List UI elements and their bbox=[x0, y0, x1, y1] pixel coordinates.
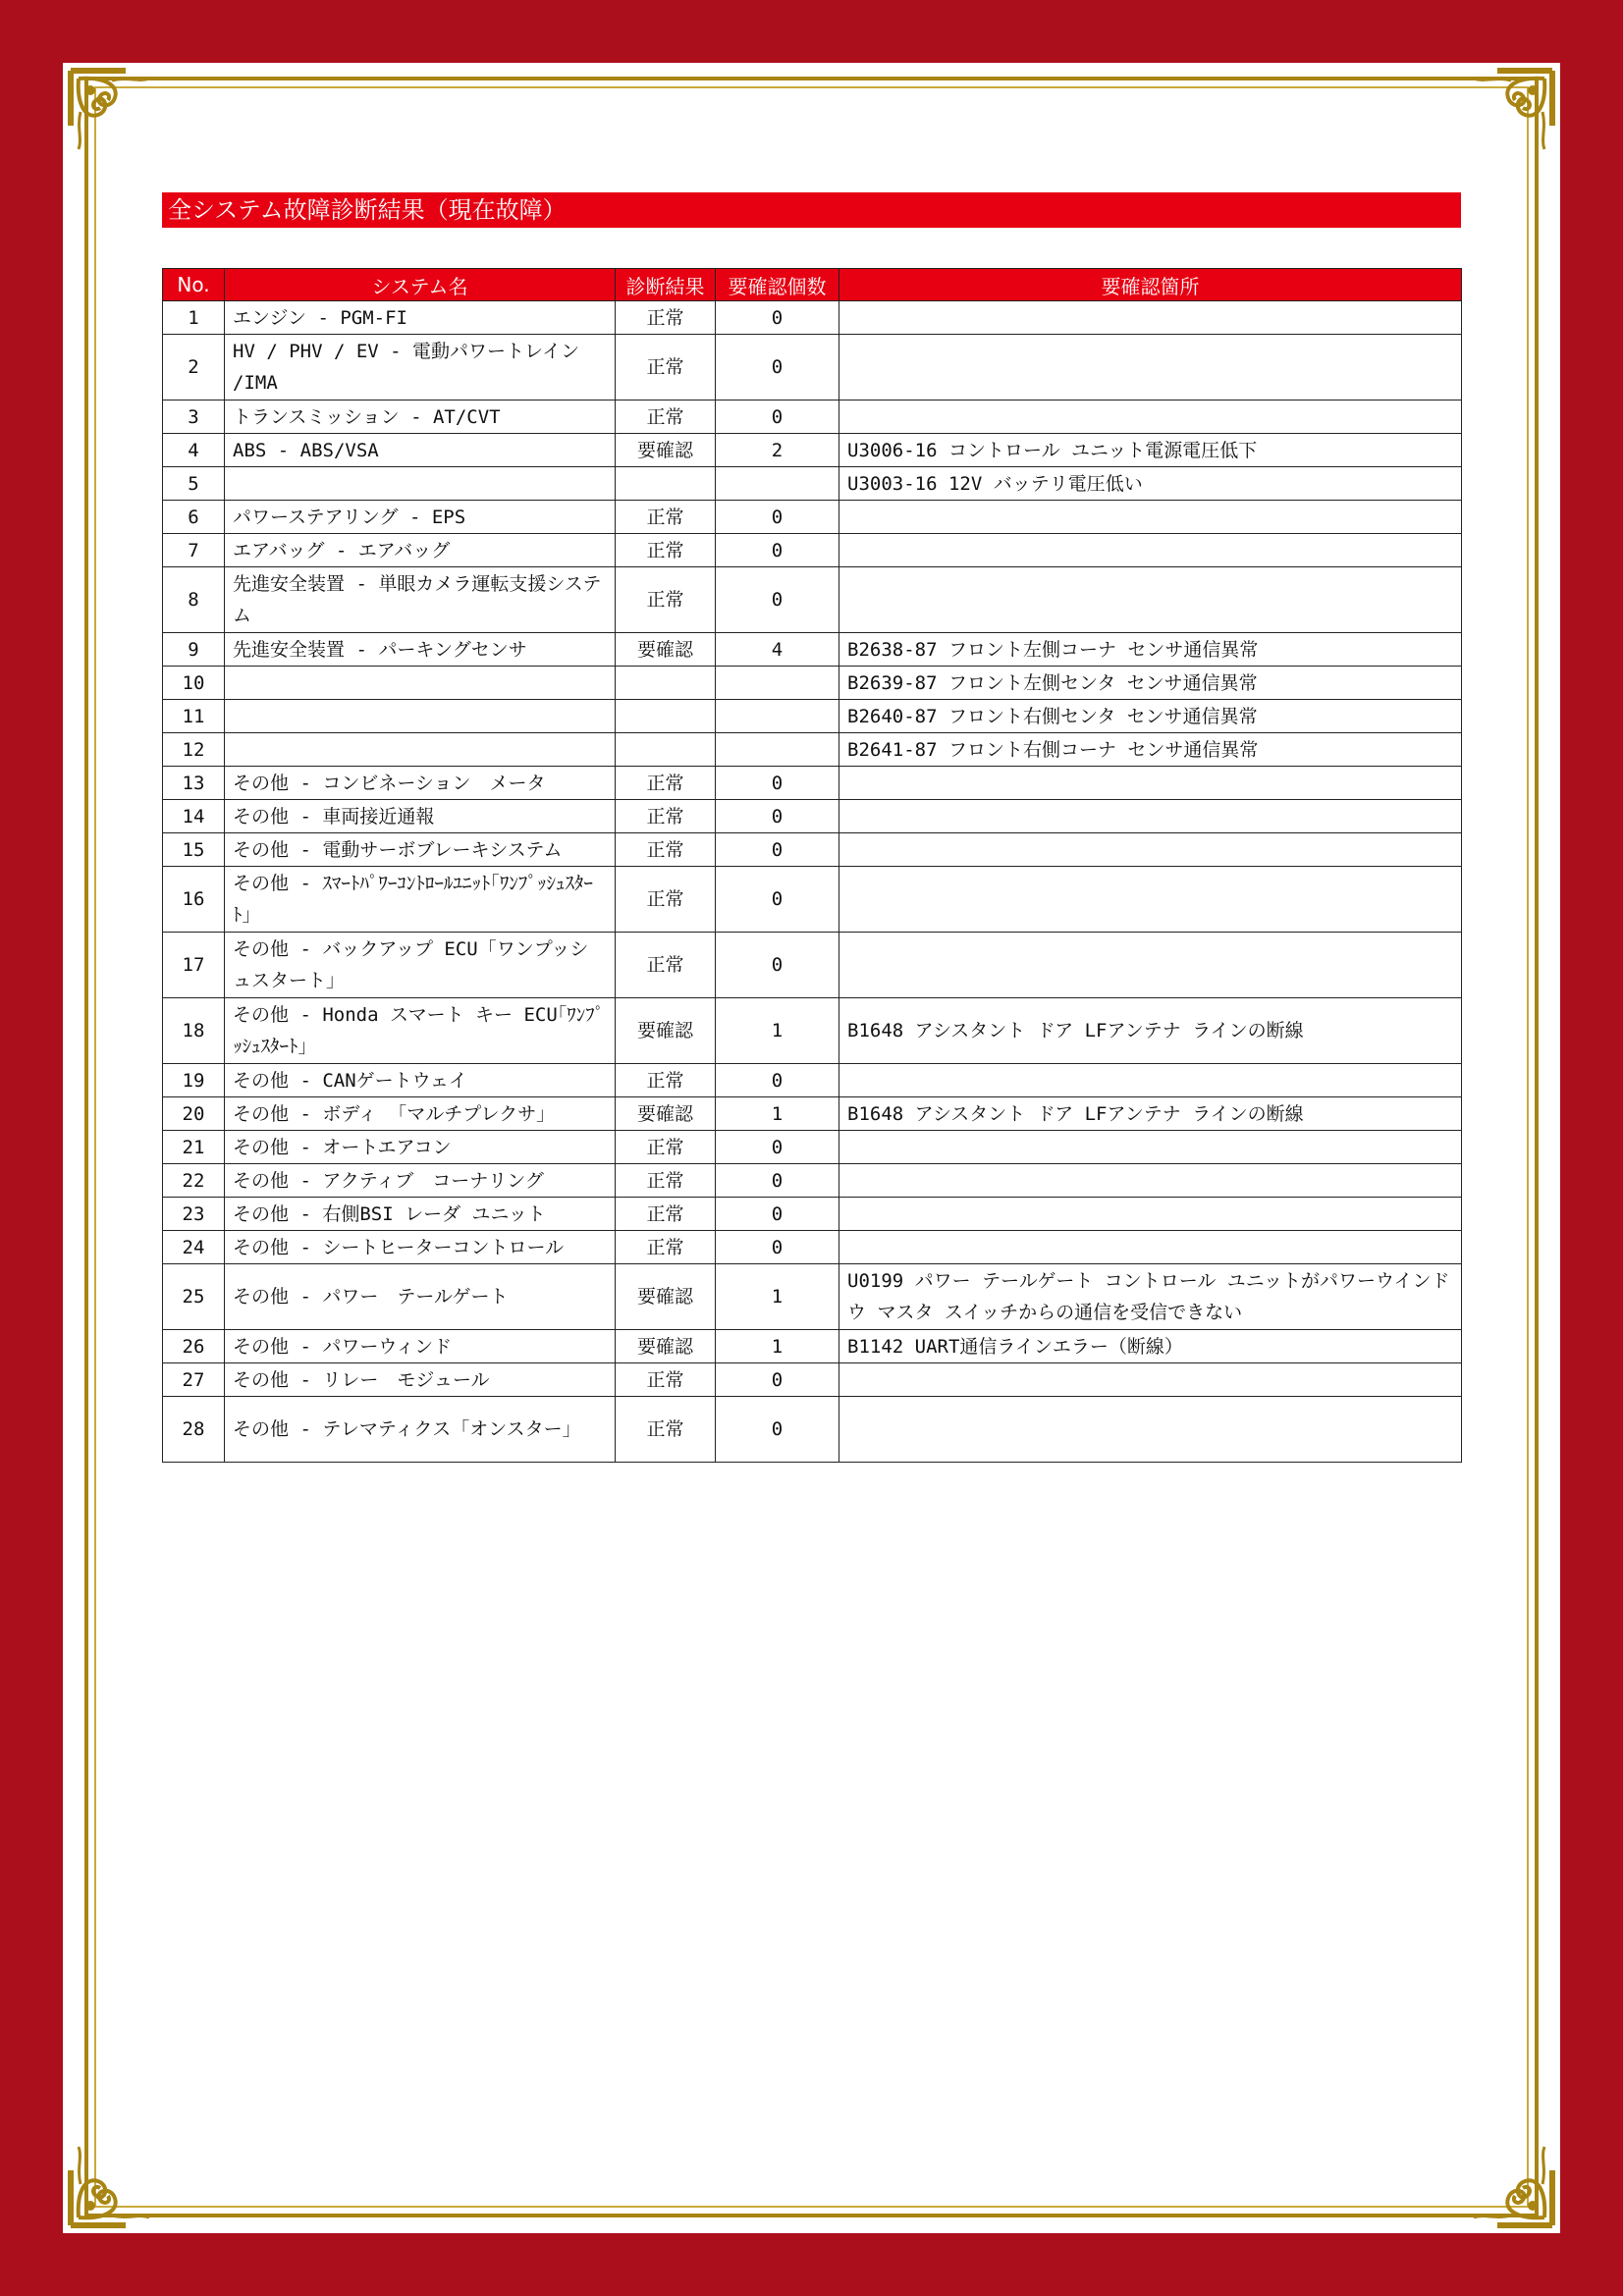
table-row bbox=[163, 534, 1462, 567]
table-row bbox=[163, 335, 1462, 400]
check-location-cell: B1648 アシスタント ドア LFアンテナ ラインの断線 bbox=[839, 998, 1462, 1064]
row-number-cell: 9 bbox=[163, 633, 225, 667]
system-name-cell: その他 - パワー テールゲート bbox=[225, 1264, 616, 1330]
check-count-cell: 1 bbox=[716, 998, 839, 1064]
diagnosis-result-cell bbox=[616, 733, 716, 767]
check-count-cell: 1 bbox=[716, 1264, 839, 1330]
system-name-cell: その他 - リレー モジュール bbox=[225, 1363, 616, 1397]
check-count-cell: 2 bbox=[716, 434, 839, 467]
check-location-cell: B2641-87 フロント右側コーナ センサ通信異常 bbox=[839, 733, 1462, 767]
check-count-cell: 0 bbox=[716, 833, 839, 867]
system-name-cell: その他 - ボディ 「マルチプレクサ」 bbox=[225, 1097, 616, 1131]
check-location-cell bbox=[839, 1131, 1462, 1164]
check-location-cell bbox=[839, 1164, 1462, 1198]
check-location-cell bbox=[839, 1198, 1462, 1231]
row-number-cell: 14 bbox=[163, 800, 225, 833]
check-location-cell bbox=[839, 301, 1462, 335]
table-row bbox=[163, 998, 1462, 1064]
system-name-cell: トランスミッション - AT/CVT bbox=[225, 400, 616, 434]
check-count-cell bbox=[716, 733, 839, 767]
column-header-count: 要確認個数 bbox=[716, 269, 839, 301]
diagnosis-result-cell: 正常 bbox=[616, 1198, 716, 1231]
system-name-cell bbox=[225, 667, 616, 700]
table-row bbox=[163, 567, 1462, 633]
check-location-cell bbox=[839, 800, 1462, 833]
check-count-cell: 0 bbox=[716, 1131, 839, 1164]
check-location-cell bbox=[839, 534, 1462, 567]
system-name-cell: その他 - オートエアコン bbox=[225, 1131, 616, 1164]
system-name-cell: その他 - シートヒーターコントロール bbox=[225, 1231, 616, 1264]
check-count-cell: 0 bbox=[716, 567, 839, 633]
row-number-cell: 10 bbox=[163, 667, 225, 700]
system-name-cell: その他 - コンビネーション メータ bbox=[225, 767, 616, 800]
system-name-cell: エンジン - PGM-FI bbox=[225, 301, 616, 335]
table-row bbox=[163, 301, 1462, 335]
diagnosis-result-cell: 正常 bbox=[616, 767, 716, 800]
diagnosis-result-cell: 正常 bbox=[616, 534, 716, 567]
row-number-cell: 4 bbox=[163, 434, 225, 467]
row-number-cell: 8 bbox=[163, 567, 225, 633]
row-number-cell: 27 bbox=[163, 1363, 225, 1397]
check-count-cell: 0 bbox=[716, 1064, 839, 1097]
system-name-cell: その他 - バックアップ ECU「ワンプッシュスタート」 bbox=[225, 933, 616, 998]
diagnosis-result-cell: 正常 bbox=[616, 1164, 716, 1198]
check-count-cell bbox=[716, 700, 839, 733]
table-row bbox=[163, 1397, 1462, 1463]
check-location-cell bbox=[839, 867, 1462, 933]
column-header-location: 要確認箇所 bbox=[839, 269, 1462, 301]
check-location-cell bbox=[839, 1363, 1462, 1397]
row-number-cell: 28 bbox=[163, 1397, 225, 1463]
row-number-cell: 12 bbox=[163, 733, 225, 767]
diagnosis-result-cell: 正常 bbox=[616, 301, 716, 335]
diagnosis-result-cell: 正常 bbox=[616, 1131, 716, 1164]
check-count-cell bbox=[716, 467, 839, 501]
table-row bbox=[163, 1231, 1462, 1264]
row-number-cell: 25 bbox=[163, 1264, 225, 1330]
diagnosis-result-cell: 正常 bbox=[616, 1231, 716, 1264]
table-row bbox=[163, 733, 1462, 767]
row-number-cell: 26 bbox=[163, 1330, 225, 1363]
row-number-cell: 15 bbox=[163, 833, 225, 867]
check-location-cell bbox=[839, 833, 1462, 867]
system-name-cell: その他 - テレマティクス「オンスター」 bbox=[225, 1397, 616, 1463]
row-number-cell: 5 bbox=[163, 467, 225, 501]
table-row bbox=[163, 1198, 1462, 1231]
check-location-cell bbox=[839, 567, 1462, 633]
diagnosis-result-cell: 正常 bbox=[616, 400, 716, 434]
diagnosis-result-cell: 正常 bbox=[616, 567, 716, 633]
diagnosis-result-cell bbox=[616, 700, 716, 733]
check-count-cell: 0 bbox=[716, 1164, 839, 1198]
system-name-cell: その他 - 電動サーボブレーキシステム bbox=[225, 833, 616, 867]
system-name-cell: ABS - ABS/VSA bbox=[225, 434, 616, 467]
system-name-cell bbox=[225, 467, 616, 501]
check-location-cell bbox=[839, 1397, 1462, 1463]
check-count-cell bbox=[716, 667, 839, 700]
table-row bbox=[163, 800, 1462, 833]
check-count-cell: 0 bbox=[716, 501, 839, 534]
diagnosis-result-cell: 正常 bbox=[616, 1064, 716, 1097]
table-row bbox=[163, 767, 1462, 800]
check-count-cell: 0 bbox=[716, 301, 839, 335]
system-name-cell: HV / PHV / EV - 電動パワートレイン /IMA bbox=[225, 335, 616, 400]
check-count-cell: 0 bbox=[716, 800, 839, 833]
row-number-cell: 18 bbox=[163, 998, 225, 1064]
table-row bbox=[163, 633, 1462, 667]
check-location-cell: B2640-87 フロント右側センタ センサ通信異常 bbox=[839, 700, 1462, 733]
table-row bbox=[163, 1097, 1462, 1131]
row-number-cell: 11 bbox=[163, 700, 225, 733]
ornament-corner-icon bbox=[67, 2139, 157, 2229]
diagnosis-result-cell bbox=[616, 667, 716, 700]
diagnosis-result-cell: 要確認 bbox=[616, 434, 716, 467]
check-count-cell: 0 bbox=[716, 1198, 839, 1231]
check-location-cell bbox=[839, 501, 1462, 534]
check-location-cell: U0199 パワー テールゲート コントロール ユニットがパワーウインドウ マスタ スイッチからの通信を受信できない bbox=[839, 1264, 1462, 1330]
row-number-cell: 23 bbox=[163, 1198, 225, 1231]
diagnosis-result-cell: 正常 bbox=[616, 1363, 716, 1397]
diagnosis-result-cell: 要確認 bbox=[616, 1097, 716, 1131]
table-row bbox=[163, 1264, 1462, 1330]
diagnosis-result-cell: 要確認 bbox=[616, 1330, 716, 1363]
row-number-cell: 24 bbox=[163, 1231, 225, 1264]
diagnosis-result-cell: 要確認 bbox=[616, 633, 716, 667]
system-name-cell: その他 - ｽﾏｰﾄﾊﾟﾜｰｺﾝﾄﾛｰﾙﾕﾆｯﾄ｢ﾜﾝﾌﾟｯｼｭｽﾀｰﾄ｣ bbox=[225, 867, 616, 933]
table-row bbox=[163, 833, 1462, 867]
row-number-cell: 22 bbox=[163, 1164, 225, 1198]
check-location-cell: B2639-87 フロント左側センタ センサ通信異常 bbox=[839, 667, 1462, 700]
system-name-cell: 先進安全装置 - 単眼カメラ運転支援システム bbox=[225, 567, 616, 633]
table-row bbox=[163, 700, 1462, 733]
diagnosis-result-cell: 正常 bbox=[616, 800, 716, 833]
check-count-cell: 0 bbox=[716, 1363, 839, 1397]
diagnosis-result-cell: 正常 bbox=[616, 335, 716, 400]
column-header-system: システム名 bbox=[225, 269, 616, 301]
check-count-cell: 4 bbox=[716, 633, 839, 667]
diagnosis-result-cell: 正常 bbox=[616, 501, 716, 534]
table-row bbox=[163, 467, 1462, 501]
column-header-result: 診断結果 bbox=[616, 269, 716, 301]
table-row bbox=[163, 501, 1462, 534]
system-name-cell: エアバッグ - エアバッグ bbox=[225, 534, 616, 567]
check-location-cell bbox=[839, 400, 1462, 434]
check-location-cell: U3006-16 コントロール ユニット電源電圧低下 bbox=[839, 434, 1462, 467]
diagnosis-result-cell bbox=[616, 467, 716, 501]
diagnosis-results-table bbox=[162, 268, 1462, 1463]
check-location-cell: B2638-87 フロント左側コーナ センサ通信異常 bbox=[839, 633, 1462, 667]
check-count-cell: 1 bbox=[716, 1330, 839, 1363]
system-name-cell: 先進安全装置 - パーキングセンサ bbox=[225, 633, 616, 667]
check-count-cell: 0 bbox=[716, 767, 839, 800]
row-number-cell: 13 bbox=[163, 767, 225, 800]
table-row bbox=[163, 1064, 1462, 1097]
check-count-cell: 0 bbox=[716, 335, 839, 400]
system-name-cell: その他 - パワーウィンド bbox=[225, 1330, 616, 1363]
table-row bbox=[163, 667, 1462, 700]
column-header-no: No. bbox=[163, 269, 225, 301]
check-location-cell bbox=[839, 933, 1462, 998]
table-row bbox=[163, 867, 1462, 933]
ornament-corner-icon bbox=[1466, 67, 1556, 157]
system-name-cell: その他 - 車両接近通報 bbox=[225, 800, 616, 833]
row-number-cell: 7 bbox=[163, 534, 225, 567]
check-count-cell: 0 bbox=[716, 400, 839, 434]
row-number-cell: 20 bbox=[163, 1097, 225, 1131]
row-number-cell: 6 bbox=[163, 501, 225, 534]
page-title: 全システム故障診断結果（現在故障） bbox=[162, 192, 1461, 228]
check-location-cell bbox=[839, 335, 1462, 400]
check-count-cell: 0 bbox=[716, 933, 839, 998]
ornament-corner-icon bbox=[1466, 2139, 1556, 2229]
diagnosis-result-cell: 正常 bbox=[616, 833, 716, 867]
row-number-cell: 2 bbox=[163, 335, 225, 400]
row-number-cell: 3 bbox=[163, 400, 225, 434]
diagnosis-result-cell: 要確認 bbox=[616, 1264, 716, 1330]
table-row bbox=[163, 434, 1462, 467]
check-count-cell: 0 bbox=[716, 534, 839, 567]
check-location-cell: B1142 UART通信ラインエラー（断線） bbox=[839, 1330, 1462, 1363]
system-name-cell: その他 - Honda スマート キー ECU｢ﾜﾝﾌﾟｯｼｭｽﾀｰﾄ｣ bbox=[225, 998, 616, 1064]
table-row bbox=[163, 1131, 1462, 1164]
diagnosis-result-cell: 要確認 bbox=[616, 998, 716, 1064]
row-number-cell: 19 bbox=[163, 1064, 225, 1097]
check-count-cell: 0 bbox=[716, 867, 839, 933]
check-location-cell: U3003-16 12V バッテリ電圧低い bbox=[839, 467, 1462, 501]
table-row bbox=[163, 1164, 1462, 1198]
table-row bbox=[163, 933, 1462, 998]
check-count-cell: 0 bbox=[716, 1397, 839, 1463]
check-count-cell: 1 bbox=[716, 1097, 839, 1131]
system-name-cell bbox=[225, 733, 616, 767]
check-count-cell: 0 bbox=[716, 1231, 839, 1264]
diagnosis-result-cell: 正常 bbox=[616, 867, 716, 933]
ornament-corner-icon bbox=[67, 67, 157, 157]
row-number-cell: 1 bbox=[163, 301, 225, 335]
check-location-cell bbox=[839, 1231, 1462, 1264]
table-row bbox=[163, 1363, 1462, 1397]
row-number-cell: 21 bbox=[163, 1131, 225, 1164]
row-number-cell: 17 bbox=[163, 933, 225, 998]
check-location-cell bbox=[839, 767, 1462, 800]
diagnosis-result-cell: 正常 bbox=[616, 1397, 716, 1463]
check-location-cell: B1648 アシスタント ドア LFアンテナ ラインの断線 bbox=[839, 1097, 1462, 1131]
system-name-cell bbox=[225, 700, 616, 733]
system-name-cell: その他 - 右側BSI レーダ ユニット bbox=[225, 1198, 616, 1231]
system-name-cell: パワーステアリング - EPS bbox=[225, 501, 616, 534]
table-row bbox=[163, 1330, 1462, 1363]
table-header-row bbox=[163, 269, 1462, 301]
table-row bbox=[163, 400, 1462, 434]
row-number-cell: 16 bbox=[163, 867, 225, 933]
system-name-cell: その他 - CANゲートウェイ bbox=[225, 1064, 616, 1097]
diagnosis-result-cell: 正常 bbox=[616, 933, 716, 998]
check-location-cell bbox=[839, 1064, 1462, 1097]
system-name-cell: その他 - アクティブ コーナリング bbox=[225, 1164, 616, 1198]
